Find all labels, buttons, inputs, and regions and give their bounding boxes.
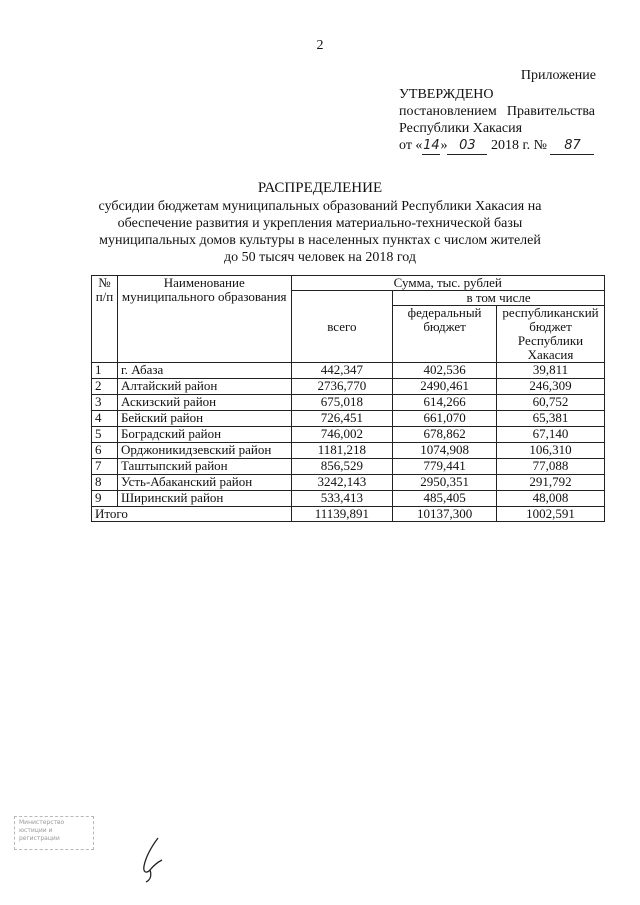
row-total: 856,529 (291, 459, 393, 475)
date-line (399, 137, 595, 155)
date-year: 2018 г. № (490, 138, 547, 153)
row-number: 4 (92, 411, 118, 427)
row-federal: 2950,351 (393, 475, 497, 491)
row-number: 8 (92, 475, 118, 491)
row-name: Бейский район (117, 411, 291, 427)
table-row (92, 491, 605, 507)
table-row (92, 443, 605, 459)
row-name: Ширинский район (117, 491, 291, 507)
row-number: 1 (92, 363, 118, 379)
row-republican: 60,752 (497, 395, 605, 411)
row-name: Орджоникидзевский район (117, 443, 291, 459)
row-total: 442,347 (291, 363, 393, 379)
row-federal: 1074,908 (393, 443, 497, 459)
row-total: 746,002 (291, 427, 393, 443)
header-total: всего (291, 291, 393, 363)
row-republican: 291,792 (497, 475, 605, 491)
title-line-3: муниципальных домов культуры в населенных пунктах с числом жителей (99, 233, 541, 248)
republic-line: Республики Хакасия (399, 121, 523, 136)
row-republican: 106,310 (497, 443, 605, 459)
row-federal: 779,441 (393, 459, 497, 475)
row-total: 675,018 (291, 395, 393, 411)
row-total: 3242,143 (291, 475, 393, 491)
document-title (0, 180, 640, 266)
appendix-label: Приложение (520, 68, 596, 83)
page-number: 2 (316, 38, 324, 53)
total-label: Итого (92, 507, 292, 522)
table-row (92, 475, 605, 491)
row-republican: 39,811 (497, 363, 605, 379)
table-row (92, 379, 605, 395)
header-federal: федеральный бюджет (393, 306, 497, 363)
date-day: 14 (423, 138, 440, 153)
approval-block (399, 86, 595, 155)
row-republican: 67,140 (497, 427, 605, 443)
row-number: 3 (92, 395, 118, 411)
row-name: Боградский район (117, 427, 291, 443)
header-num: № п/п (92, 276, 118, 363)
row-number: 2 (92, 379, 118, 395)
row-name: Алтайский район (117, 379, 291, 395)
signature-mark (136, 832, 170, 884)
approved-label: УТВЕРЖДЕНО (399, 87, 494, 102)
row-republican: 77,088 (497, 459, 605, 475)
date-sep: » (440, 138, 448, 153)
stamp-line-1: Министерство (19, 819, 65, 826)
row-name: Таштыпский район (117, 459, 291, 475)
distribution-table (91, 275, 605, 522)
row-federal: 402,536 (393, 363, 497, 379)
decree-number: 87 (550, 137, 594, 155)
row-total: 726,451 (291, 411, 393, 427)
row-name: г. Абаза (117, 363, 291, 379)
row-number: 9 (92, 491, 118, 507)
header-sum: Сумма, тыс. рублей (291, 276, 604, 291)
title-line-1: субсидии бюджетам муниципальных образований Республики Хакасия на (98, 199, 542, 214)
row-name: Аскизский район (117, 395, 291, 411)
stamp (14, 816, 94, 850)
row-number: 5 (92, 427, 118, 443)
row-federal: 661,070 (393, 411, 497, 427)
total-sum: 11139,891 (291, 507, 393, 522)
table-total-row (92, 507, 605, 522)
date-month: 03 (447, 137, 487, 155)
table-row (92, 395, 605, 411)
title-line-2: обеспечение развития и укрепления материально-технической базы (117, 216, 523, 231)
header-name: Наименование муниципального образования (117, 276, 291, 363)
total-republican: 1002,591 (497, 507, 605, 522)
row-number: 7 (92, 459, 118, 475)
table-row (92, 427, 605, 443)
header-including: в том числе (393, 291, 605, 306)
table-body (92, 363, 605, 507)
table-row (92, 459, 605, 475)
table-row (92, 363, 605, 379)
row-republican: 65,381 (497, 411, 605, 427)
row-number: 6 (92, 443, 118, 459)
row-federal: 614,266 (393, 395, 497, 411)
row-total: 533,413 (291, 491, 393, 507)
decree-line (399, 103, 595, 120)
stamp-line-3: регистрации (19, 835, 60, 842)
row-name: Усть-Абаканский район (117, 475, 291, 491)
date-prefix: от « (399, 138, 423, 153)
stamp-line-2: юстиции и (19, 827, 53, 834)
row-republican: 246,309 (497, 379, 605, 395)
row-republican: 48,008 (497, 491, 605, 507)
header-republican: республиканский бюджет Республики Хакасия (497, 306, 605, 363)
title-line-4: до 50 тысяч человек на 2018 год (224, 250, 416, 265)
row-federal: 678,862 (393, 427, 497, 443)
title-heading: РАСПРЕДЕЛЕНИЕ (257, 180, 383, 196)
government-word: Правительства (506, 104, 595, 119)
row-federal: 2490,461 (393, 379, 497, 395)
decree-word: постановлением (399, 104, 497, 119)
row-total: 1181,218 (291, 443, 393, 459)
table-row (92, 411, 605, 427)
total-federal: 10137,300 (393, 507, 497, 522)
row-federal: 485,405 (393, 491, 497, 507)
row-total: 2736,770 (291, 379, 393, 395)
